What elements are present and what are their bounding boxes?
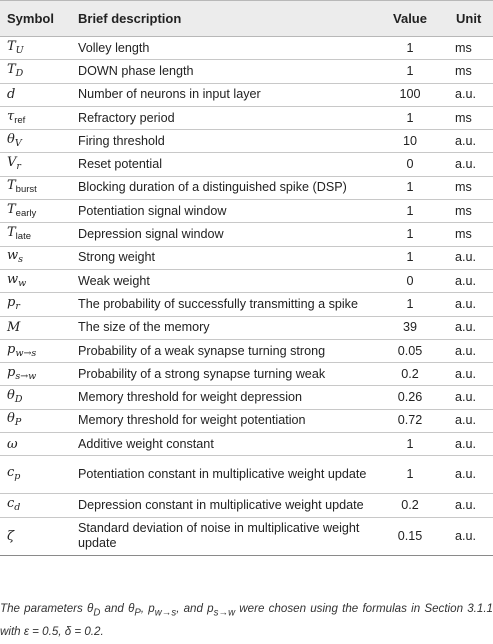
table-row [0, 456, 493, 494]
unit-cell: ms [449, 200, 493, 223]
unit-cell: a.u. [449, 339, 493, 362]
symbol-base: τ [7, 108, 15, 124]
symbol-base: M [7, 320, 21, 336]
symbol-subscript: ref [14, 114, 26, 126]
value-cell: 0.2 [371, 363, 449, 386]
table-row [0, 153, 493, 176]
description-cell: Volley length [71, 37, 371, 60]
symbol-subscript: w [18, 277, 27, 289]
description-cell: Memory threshold for weight depression [71, 386, 371, 409]
symbol-cell [0, 386, 71, 409]
symbol-subscript: d [14, 501, 21, 513]
symbol-base: θ [7, 131, 15, 147]
symbol-cell [0, 316, 71, 339]
header-symbol: Symbol [0, 1, 71, 37]
description-cell: Potentiation constant in multiplicative weight update [71, 456, 371, 494]
header-description: Brief description [71, 1, 371, 37]
symbol-base: c [7, 495, 15, 511]
symbol-cell [0, 293, 71, 316]
value-cell: 1 [371, 37, 449, 60]
table-row [0, 83, 493, 106]
symbol-base: p [7, 364, 16, 380]
header-unit: Unit [449, 1, 493, 37]
value-cell: 1 [371, 293, 449, 316]
symbol-subscript: D [14, 394, 23, 406]
unit-cell: a.u. [449, 130, 493, 153]
symbol-base: ζ [7, 528, 15, 544]
table-body [0, 37, 493, 556]
table-row [0, 363, 493, 386]
symbol-base: w [7, 271, 19, 287]
symbol-cell [0, 60, 71, 83]
symbol-base: T [7, 61, 16, 77]
description-cell: Firing threshold [71, 130, 371, 153]
symbol-subscript: r [16, 161, 21, 173]
symbol-cell [0, 269, 71, 292]
unit-cell: ms [449, 106, 493, 129]
description-cell: Probability of a weak synapse turning strong [71, 339, 371, 362]
value-cell: 1 [371, 176, 449, 199]
symbol-subscript: burst [15, 184, 37, 196]
symbol-base: T [7, 225, 16, 241]
symbol-base: T [7, 201, 16, 217]
unit-cell: a.u. [449, 456, 493, 494]
symbol-cell [0, 409, 71, 432]
table-row [0, 130, 493, 153]
table-row [0, 176, 493, 199]
description-cell: The size of the memory [71, 316, 371, 339]
unit-cell: ms [449, 176, 493, 199]
symbol-base: V [7, 155, 17, 171]
description-cell: Standard deviation of noise in multiplicative weight update [71, 517, 371, 555]
symbol-base: w [7, 248, 19, 264]
symbol-base: T [7, 38, 16, 54]
symbol-subscript: P [14, 417, 22, 429]
value-cell: 0.15 [371, 517, 449, 555]
value-cell: 39 [371, 316, 449, 339]
value-cell: 1 [371, 200, 449, 223]
symbol-cell [0, 494, 71, 517]
symbol-base: θ [7, 411, 15, 427]
unit-cell: ms [449, 60, 493, 83]
unit-cell: a.u. [449, 293, 493, 316]
symbol-cell [0, 339, 71, 362]
symbol-base: d [7, 87, 16, 103]
symbol-base: c [7, 465, 15, 481]
unit-cell: a.u. [449, 269, 493, 292]
description-cell: DOWN phase length [71, 60, 371, 83]
description-cell: The probability of successfully transmitting a spike [71, 293, 371, 316]
symbol-base: p [7, 341, 16, 357]
symbol-subscript: r [15, 300, 20, 312]
symbol-subscript: V [14, 137, 22, 149]
table-row [0, 106, 493, 129]
symbol-base: θ [7, 388, 15, 404]
value-cell: 0.05 [371, 339, 449, 362]
unit-cell: a.u. [449, 363, 493, 386]
symbol-cell [0, 246, 71, 269]
value-cell: 0 [371, 269, 449, 292]
symbol-subscript: s→w [15, 370, 37, 382]
description-cell: Weak weight [71, 269, 371, 292]
table-header [0, 1, 493, 37]
unit-cell: a.u. [449, 517, 493, 555]
symbol-subscript: U [15, 44, 24, 56]
symbol-subscript: D [15, 67, 24, 79]
value-cell: 1 [371, 246, 449, 269]
description-cell: Depression constant in multiplicative weight update [71, 494, 371, 517]
value-cell: 1 [371, 223, 449, 246]
description-cell: Additive weight constant [71, 433, 371, 456]
table-row [0, 223, 493, 246]
value-cell: 1 [371, 456, 449, 494]
table-row [0, 37, 493, 60]
symbol-cell [0, 517, 71, 555]
description-cell: Depression signal window [71, 223, 371, 246]
symbol-subscript: s [18, 254, 24, 266]
unit-cell: a.u. [449, 316, 493, 339]
table-row [0, 246, 493, 269]
symbol-subscript: early [15, 207, 37, 219]
value-cell: 100 [371, 83, 449, 106]
table-row [0, 494, 493, 517]
symbol-base: ω [7, 436, 18, 452]
symbol-cell [0, 433, 71, 456]
unit-cell: a.u. [449, 409, 493, 432]
symbol-subscript: w→s [15, 347, 37, 359]
symbol-cell [0, 200, 71, 223]
description-cell: Refractory period [71, 106, 371, 129]
symbol-cell [0, 176, 71, 199]
symbol-cell [0, 153, 71, 176]
unit-cell: a.u. [449, 386, 493, 409]
symbol-cell [0, 223, 71, 246]
table-row [0, 269, 493, 292]
symbol-subscript: p [14, 471, 21, 483]
symbol-cell [0, 106, 71, 129]
symbol-cell [0, 456, 71, 494]
table-row [0, 433, 493, 456]
description-cell: Probability of a strong synapse turning weak [71, 363, 371, 386]
symbol-base: T [7, 178, 16, 194]
description-cell: Potentiation signal window [71, 200, 371, 223]
table-row [0, 60, 493, 83]
description-cell: Reset potential [71, 153, 371, 176]
symbol-base: p [7, 294, 16, 310]
symbol-cell [0, 37, 71, 60]
description-cell: Blocking duration of a distinguished spike (DSP) [71, 176, 371, 199]
value-cell: 10 [371, 130, 449, 153]
unit-cell: ms [449, 37, 493, 60]
table-footnote: The parameters $\theta_D$ and $\theta_P$, $p_{w\to s}$, and $p_{s\to w}$ were chosen using the formulas in Section 3.1.1 with ε = 0.5, δ = 0.2. [0, 602, 493, 639]
value-cell: 1 [371, 433, 449, 456]
unit-cell: a.u. [449, 494, 493, 517]
description-cell: Number of neurons in input layer [71, 83, 371, 106]
symbol-cell [0, 130, 71, 153]
description-cell: Strong weight [71, 246, 371, 269]
unit-cell: a.u. [449, 246, 493, 269]
header-row [0, 1, 493, 37]
table-row [0, 293, 493, 316]
value-cell: 1 [371, 60, 449, 83]
value-cell: 0.72 [371, 409, 449, 432]
unit-cell: a.u. [449, 83, 493, 106]
value-cell: 0.2 [371, 494, 449, 517]
table-row [0, 517, 493, 555]
unit-cell: ms [449, 223, 493, 246]
table-row [0, 339, 493, 362]
table-row [0, 316, 493, 339]
value-cell: 0.26 [371, 386, 449, 409]
value-cell: 0 [371, 153, 449, 176]
description-cell: Memory threshold for weight potentiation [71, 409, 371, 432]
unit-cell: a.u. [449, 433, 493, 456]
symbol-cell [0, 363, 71, 386]
table-row [0, 200, 493, 223]
symbol-cell [0, 83, 71, 106]
table-row [0, 386, 493, 409]
header-value: Value [371, 1, 449, 37]
unit-cell: a.u. [449, 153, 493, 176]
symbol-subscript: late [15, 231, 31, 243]
value-cell: 1 [371, 106, 449, 129]
table-row [0, 409, 493, 432]
